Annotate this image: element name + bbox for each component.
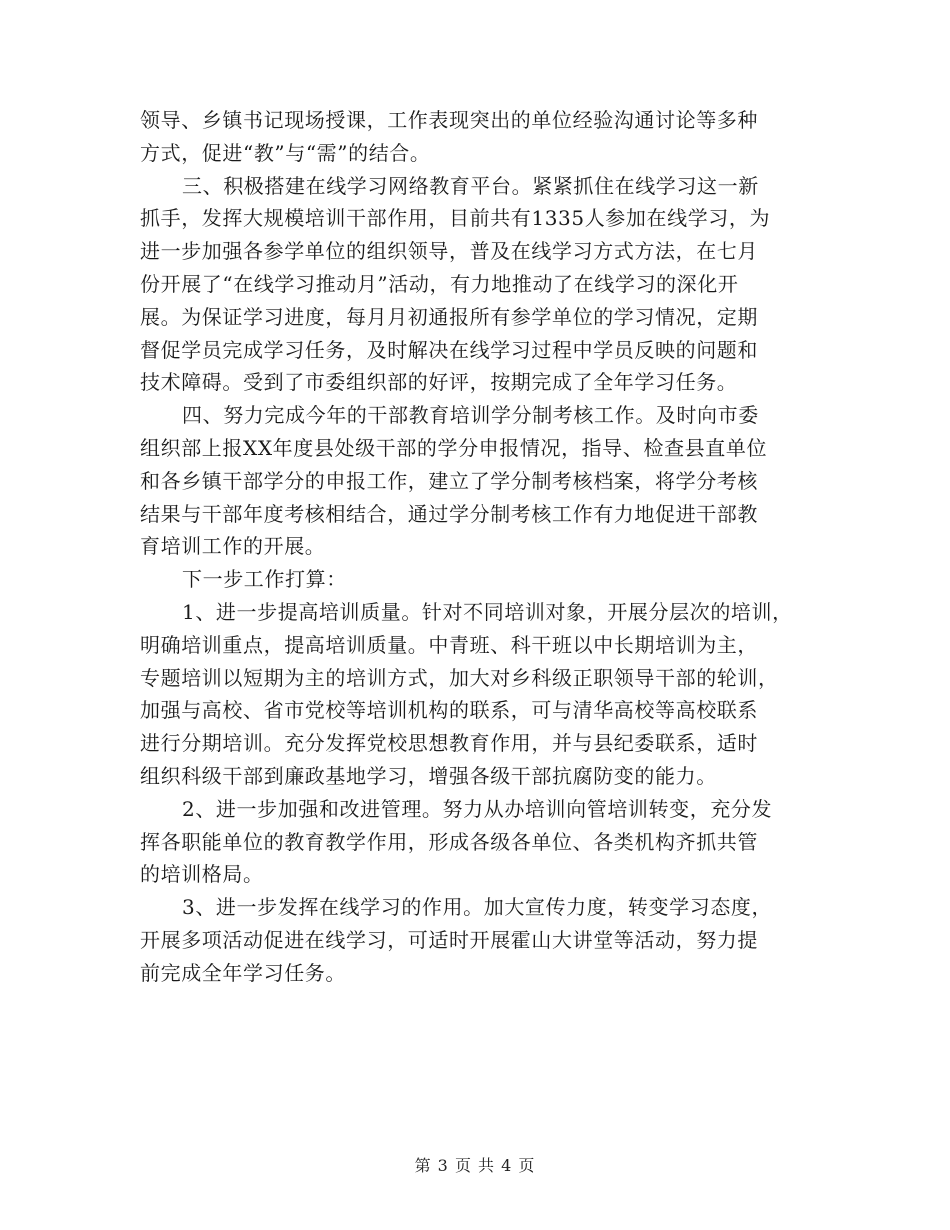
text-line: 明确培训重点，提高培训质量。中青班、科干班以中长期培训为主， (140, 632, 758, 657)
text-line: 3、进一步发挥在线学习的作用。加大宣传力度，转变学习态度， (182, 895, 773, 920)
text-line: 开展多项活动促进在线学习，可适时开展霍山大讲堂等活动，努力提 (140, 927, 758, 952)
text-line: 技术障碍。受到了市委组织部的好评，按期完成了全年学习任务。 (140, 370, 738, 395)
text-line: 组织部上报XX年度县处级干部的学分申报情况，指导、检查县直单位 (140, 435, 768, 460)
text-line: 组织科级干部到廉政基地学习，增强各级干部抗腐防变的能力。 (140, 763, 717, 788)
text-line: 督促学员完成学习任务，及时解决在线学习过程中学员反映的问题和 (140, 337, 758, 362)
text-line: 1、进一步提高培训质量。针对不同培训对象，开展分层次的培训， (182, 599, 793, 624)
document-body (140, 104, 820, 990)
text-line: 进行分期培训。充分发挥党校思想教育作用，并与县纪委联系，适时 (140, 731, 758, 756)
text-line: 三、积极搭建在线学习网络教育平台。紧紧抓住在线学习这一新 (182, 173, 759, 198)
text-line: 四、努力完成今年的干部教育培训学分制考核工作。及时向市委 (182, 403, 759, 428)
text-line: 下一步工作打算： (182, 567, 347, 592)
text-line: 加强与高校、省市党校等培训机构的联系，可与清华高校等高校联系 (140, 698, 758, 723)
text-line: 2、进一步加强和改进管理。努力从办培训向管培训转变，充分发 (182, 796, 773, 821)
text-line: 份开展了“在线学习推动月”活动，有力地推动了在线学习的深化开 (140, 271, 739, 296)
text-line: 和各乡镇干部学分的申报工作，建立了学分制考核档案，将学分考核 (140, 468, 758, 493)
page-footer: 第 3 页 共 4 页 (414, 1156, 536, 1175)
text-line: 结果与干部年度考核相结合，通过学分制考核工作有力地促进干部教 (140, 501, 758, 526)
text-line: 挥各职能单位的教育教学作用，形成各级各单位、各类机构齐抓共管 (140, 829, 758, 854)
text-line: 的培训格局。 (140, 862, 264, 887)
text-line: 育培训工作的开展。 (140, 534, 326, 559)
text-line: 抓手，发挥大规模培训干部作用，目前共有1335人参加在线学习，为 (140, 206, 771, 231)
text-line: 进一步加强各参学单位的组织领导，普及在线学习方式方法，在七月 (140, 239, 758, 264)
text-line: 领导、乡镇书记现场授课，工作表现突出的单位经验沟通讨论等多种 (140, 108, 758, 132)
text-line: 展。为保证学习进度，每月月初通报所有参学单位的学习情况，定期 (140, 304, 758, 329)
text-line: 前完成全年学习任务。 (140, 960, 346, 985)
text-line: 专题培训以短期为主的培训方式，加大对乡科级正职领导干部的轮训， (140, 665, 779, 690)
text-line: 方式，促进“教”与“需”的结合。 (140, 140, 431, 165)
